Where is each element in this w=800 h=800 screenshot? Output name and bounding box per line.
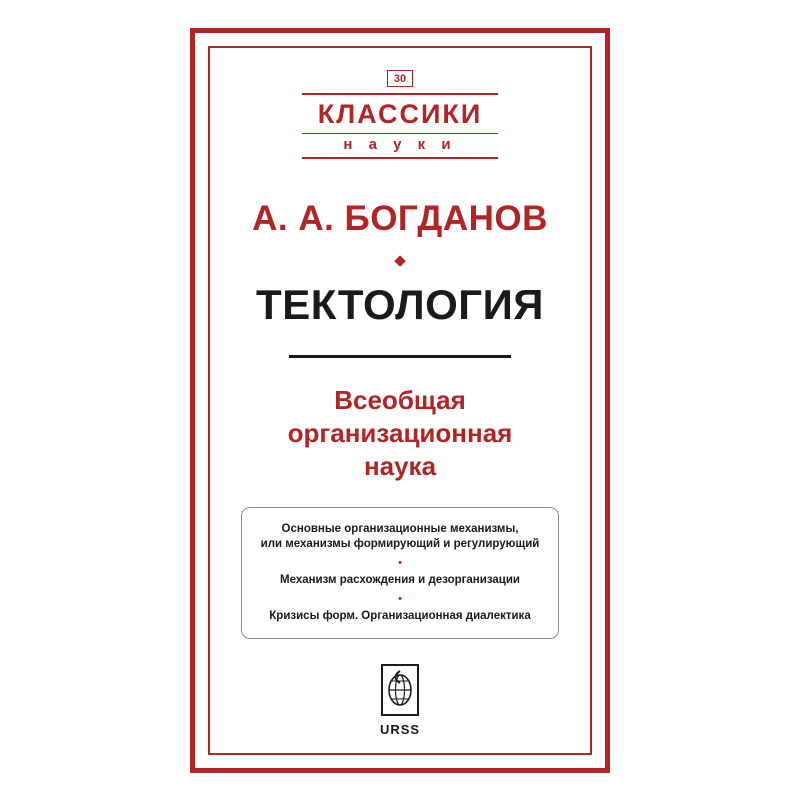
publisher-block — [380, 664, 420, 737]
contents-line: Механизм расхождения и дезорганизации — [280, 573, 520, 586]
subtitle-line-2: организационная — [287, 417, 513, 448]
series-number: 30 — [387, 70, 413, 87]
urss-globe-icon — [381, 664, 419, 716]
series-subtitle: н а у к и — [343, 136, 457, 153]
book-title: ТЕКТОЛОГИЯ — [256, 280, 544, 328]
contents-separator-dot: • — [398, 592, 402, 605]
author-name: А. А. БОГДАНОВ — [252, 198, 548, 238]
book-cover — [190, 28, 610, 773]
subtitle-line-3: наука — [363, 450, 437, 481]
contents-line: Кризисы форм. Организационная диалектика — [269, 609, 531, 622]
series-title: КЛАССИКИ — [317, 98, 483, 129]
series-rule-bottom — [302, 157, 498, 159]
publisher-name: URSS — [379, 722, 421, 737]
book-subtitle — [240, 384, 560, 483]
subtitle-line-1: Всеобщая — [334, 384, 466, 415]
contents-box — [241, 507, 559, 639]
contents-line: или механизмы формирующий и регулирующий — [260, 537, 540, 550]
cover-inner-frame — [208, 46, 592, 755]
series-badge — [302, 70, 498, 159]
diamond-ornament-icon: ◆ — [394, 251, 406, 269]
title-divider — [289, 355, 511, 358]
contents-line: Основные организационные механизмы, — [281, 522, 519, 535]
contents-separator-dot: • — [398, 556, 402, 569]
